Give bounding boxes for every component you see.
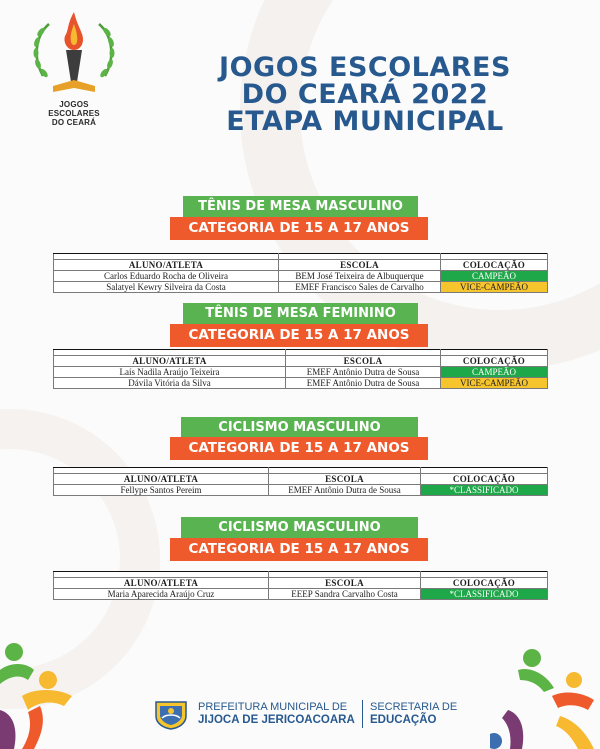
results-table bbox=[53, 571, 548, 600]
school-cell: EMEF Antônio Dutra de Sousa bbox=[269, 485, 421, 496]
page-title bbox=[200, 54, 530, 135]
results-table bbox=[53, 467, 548, 496]
sport-badge: TÊNIS DE MESA FEMININO bbox=[183, 303, 418, 324]
header-school: ESCOLA bbox=[269, 578, 421, 589]
table-row bbox=[54, 367, 548, 378]
footer-secretaria: SECRETARIA DE bbox=[370, 701, 458, 713]
athlete-cell: Fellype Santos Pereim bbox=[54, 485, 269, 496]
placement-cell: CAMPEÃO bbox=[441, 271, 548, 282]
logo-text bbox=[14, 100, 134, 127]
placement-cell: VICE-CAMPEÃO bbox=[441, 282, 548, 293]
school-cell: EMEF Francisco Sales de Carvalho bbox=[279, 282, 441, 293]
title-line: DO CEARÁ 2022 bbox=[241, 79, 489, 110]
header-athlete: ALUNO/ATLETA bbox=[54, 578, 269, 589]
logo-line: ESCOLARES bbox=[48, 109, 100, 118]
footer bbox=[150, 698, 460, 730]
table-header bbox=[54, 474, 548, 485]
logo-line: DO CEARÁ bbox=[51, 118, 97, 127]
placement-cell: *CLASSIFICADO bbox=[421, 589, 548, 600]
table-header bbox=[54, 260, 548, 271]
footer-prefeitura: PREFEITURA MUNICIPAL DE bbox=[198, 701, 348, 713]
school-cell: EMEF Antônio Dutra de Sousa bbox=[286, 378, 441, 389]
table-row bbox=[54, 282, 548, 293]
placement-cell: CAMPEÃO bbox=[441, 367, 548, 378]
title-line: JOGOS ESCOLARES bbox=[219, 52, 511, 83]
placement-cell: VICE-CAMPEÃO bbox=[441, 378, 548, 389]
sport-badge: CICLISMO MASCULINO bbox=[181, 517, 418, 538]
header-placement: COLOCAÇÃO bbox=[441, 260, 548, 271]
header-athlete: ALUNO/ATLETA bbox=[54, 356, 286, 367]
athlete-cell: Salatyel Kewry Silveira da Costa bbox=[54, 282, 279, 293]
results-table bbox=[53, 349, 548, 389]
athlete-figures-icon bbox=[490, 640, 600, 749]
table-row bbox=[54, 378, 548, 389]
footer-divider bbox=[362, 700, 363, 728]
category-badge: CATEGORIA DE 15 A 17 ANOS bbox=[170, 324, 428, 347]
footer-city: JIJOCA DE JERICOACOARA bbox=[198, 714, 355, 726]
header-placement: COLOCAÇÃO bbox=[441, 356, 548, 367]
category-badge: CATEGORIA DE 15 A 17 ANOS bbox=[170, 437, 428, 460]
table-header bbox=[54, 578, 548, 589]
footer-educacao: EDUCAÇÃO bbox=[370, 714, 437, 726]
athlete-cell: Laís Nadila Araújo Teixeira bbox=[54, 367, 286, 378]
sport-badge: TÊNIS DE MESA MASCULINO bbox=[183, 196, 418, 217]
table-header bbox=[54, 356, 548, 367]
results-table bbox=[53, 253, 548, 293]
table-row bbox=[54, 271, 548, 282]
placement-cell: *CLASSIFICADO bbox=[421, 485, 548, 496]
athlete-cell: Dávila Vitória da Silva bbox=[54, 378, 286, 389]
header-school: ESCOLA bbox=[269, 474, 421, 485]
header-placement: COLOCAÇÃO bbox=[421, 474, 548, 485]
header-placement: COLOCAÇÃO bbox=[421, 578, 548, 589]
school-cell: EMEF Antônio Dutra de Sousa bbox=[286, 367, 441, 378]
title-line: ETAPA MUNICIPAL bbox=[226, 106, 504, 137]
municipal-crest-icon bbox=[150, 698, 192, 730]
sport-badge: CICLISMO MASCULINO bbox=[181, 417, 418, 438]
header-school: ESCOLA bbox=[279, 260, 441, 271]
athlete-cell: Maria Aparecida Araújo Cruz bbox=[54, 589, 269, 600]
school-cell: BEM José Teixeira de Albuquerque bbox=[279, 271, 441, 282]
table-row bbox=[54, 589, 548, 600]
header-school: ESCOLA bbox=[286, 356, 441, 367]
athlete-cell: Carlos Eduardo Rocha de Oliveira bbox=[54, 271, 279, 282]
school-cell: EEEP Sandra Carvalho Costa bbox=[269, 589, 421, 600]
header-athlete: ALUNO/ATLETA bbox=[54, 260, 279, 271]
header-athlete: ALUNO/ATLETA bbox=[54, 474, 269, 485]
games-logo bbox=[14, 6, 134, 136]
athlete-figures-icon bbox=[0, 640, 110, 749]
table-row bbox=[54, 485, 548, 496]
logo-line: JOGOS bbox=[59, 100, 89, 109]
torch-laurel-icon bbox=[19, 6, 129, 102]
category-badge: CATEGORIA DE 15 A 17 ANOS bbox=[170, 538, 428, 561]
category-badge: CATEGORIA DE 15 A 17 ANOS bbox=[170, 217, 428, 240]
